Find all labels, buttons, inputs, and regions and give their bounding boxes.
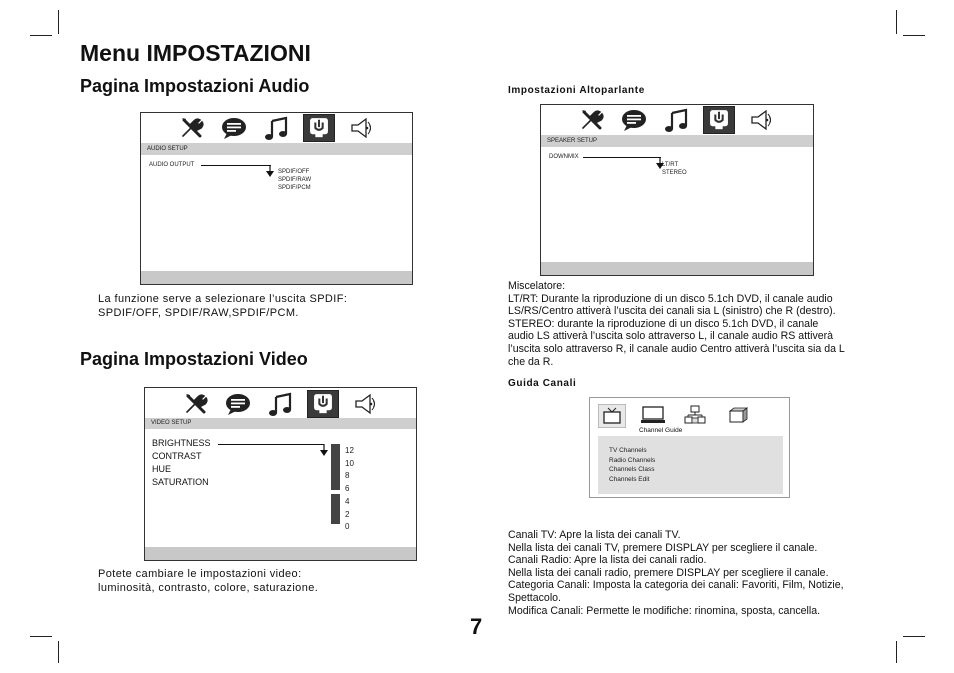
arrow-down-icon <box>319 444 329 458</box>
channel-description-line: Nella lista dei canali radio, premere DISPLAY per scegliere il canale. <box>508 566 829 579</box>
volume-speaker-icon <box>747 107 777 133</box>
device-icon[interactable] <box>727 406 749 424</box>
scale-value: 12 <box>345 446 354 455</box>
brightness-line <box>218 444 324 445</box>
video-description-line: luminosità, contrasto, colore, saturazione. <box>98 582 319 594</box>
speaker-description <box>508 280 845 368</box>
audio-setup-header: AUDIO SETUP <box>141 143 412 155</box>
speaker-description-line: Miscelatore: <box>508 280 566 292</box>
channel-description-line: Modifica Canali: Permette le modifiche: rinomina, sposta, cancella. <box>508 604 821 617</box>
tv-tab[interactable] <box>598 404 626 428</box>
option-spdif-raw[interactable]: SPDIF/RAW <box>278 177 312 183</box>
scale-value: 10 <box>345 458 354 468</box>
scale-value: 2 <box>345 509 350 519</box>
speech-bubble-icon <box>619 107 649 133</box>
slider-track-upper[interactable] <box>331 444 340 490</box>
monitor-icon[interactable] <box>640 406 666 424</box>
speaker-section-heading: Impostazioni Altoparlante <box>508 85 645 96</box>
speaker-setup-header: SPEAKER SETUP <box>541 135 813 147</box>
downmix-label: DOWNMIX <box>549 154 579 160</box>
speaker-footer-bar <box>541 262 813 275</box>
video-setup-screen <box>144 387 417 561</box>
video-section-heading: Pagina Impostazioni Video <box>80 349 308 369</box>
speaker-setup-icon <box>703 106 735 134</box>
page-title: Menu IMPOSTAZIONI <box>80 40 311 66</box>
scale-value: 4 <box>345 496 350 506</box>
channel-guide-screen <box>589 397 790 498</box>
speaker-setup-icon <box>307 390 339 418</box>
audio-output-line <box>201 165 271 166</box>
scale-value: 8 <box>345 471 350 481</box>
scale-value: 0 <box>345 522 350 532</box>
video-setup-header: VIDEO SETUP <box>145 418 416 429</box>
contrast-item[interactable]: CONTRAST <box>152 451 202 461</box>
channel-description-line: Spettacolo. <box>508 591 562 604</box>
audio-description-line: SPDIF/OFF, SPDIF/RAW,SPDIF/PCM. <box>98 307 299 319</box>
audio-footer-bar <box>141 271 412 284</box>
option-spdif-pcm[interactable]: SPDIF/PCM <box>278 185 311 191</box>
wrench-screwdriver-icon <box>577 107 607 133</box>
channel-description <box>508 529 844 617</box>
music-note-icon <box>265 391 295 417</box>
speaker-description-line: che da R. <box>508 355 554 368</box>
page-number: 7 <box>470 614 483 639</box>
scale-value: 6 <box>345 484 350 494</box>
channels-edit-item[interactable]: Channels Edit <box>609 475 650 483</box>
channel-description-line: Nella lista dei canali TV, premere DISPLAY per scegliere il canale. <box>508 541 818 554</box>
brightness-scale <box>345 445 354 534</box>
speaker-icon-bar <box>541 105 813 135</box>
video-description <box>98 567 318 595</box>
video-footer-bar <box>145 547 416 560</box>
video-icon-bar <box>145 388 416 419</box>
channels-class-item[interactable]: Channels Class <box>609 466 655 474</box>
speech-bubble-icon <box>219 115 249 141</box>
brightness-item[interactable]: BRIGHTNESS <box>152 438 211 448</box>
music-note-icon <box>261 115 291 141</box>
audio-description <box>98 292 347 320</box>
audio-output-options <box>278 168 311 192</box>
speaker-setup-icon <box>303 114 335 142</box>
hue-item[interactable]: HUE <box>152 464 172 474</box>
channel-guide-header: Channel Guide <box>635 425 785 436</box>
video-description-line: Potete cambiare le impostazioni video: <box>98 568 302 580</box>
tv-channels-item[interactable]: TV Channels <box>609 447 647 454</box>
network-icon[interactable] <box>684 405 706 425</box>
downmix-options <box>662 161 687 177</box>
channel-guide-list <box>598 436 783 494</box>
audio-section-heading: Pagina Impostazioni Audio <box>80 76 310 96</box>
music-note-icon <box>661 107 691 133</box>
channel-section-heading: Guida Canali <box>508 378 577 389</box>
audio-description-line: La funzione serve a selezionare l’uscita SPDIF: <box>98 293 348 305</box>
speaker-description-line: STEREO: durante la riproduzione di un disco 5.1ch DVD, il canale <box>508 317 819 330</box>
radio-channels-item[interactable]: Radio Channels <box>609 456 656 464</box>
slider-track-lower[interactable] <box>331 494 340 524</box>
audio-setup-screen <box>140 112 413 285</box>
channel-description-line: Categoria Canali: Imposta la categoria dei canali: Favoriti, Film, Notizie, <box>508 579 844 592</box>
audio-output-label: AUDIO OUTPUT <box>149 162 195 168</box>
wrench-screwdriver-icon <box>177 115 207 141</box>
option-lt-rt[interactable]: LT/RT <box>662 162 679 168</box>
channel-description-line: Canali TV: Apre la lista dei canali TV. <box>508 529 681 541</box>
option-spdif-off[interactable]: SPDIF/OFF <box>278 169 310 175</box>
saturation-item[interactable]: SATURATION <box>152 477 209 487</box>
arrow-down-icon <box>265 165 275 179</box>
option-stereo[interactable]: STEREO <box>662 170 687 176</box>
speaker-setup-screen <box>540 104 814 276</box>
speaker-description-line: audio LS attiverà l’uscita solo attraverso L, il canale audio RS attiverà <box>508 330 834 343</box>
wrench-screwdriver-icon <box>181 391 211 417</box>
tv-icon <box>602 407 622 425</box>
audio-icon-bar <box>141 113 412 143</box>
channel-description-line: Canali Radio: Apre la lista dei canali radio. <box>508 554 707 567</box>
downmix-line <box>583 157 661 158</box>
volume-speaker-icon <box>347 115 377 141</box>
speech-bubble-icon <box>223 391 253 417</box>
channel-guide-items <box>609 446 655 484</box>
volume-speaker-icon <box>351 391 381 417</box>
speaker-description-line: LS/RS/Centro attiverà l’uscita dei canali sia L (sinistro) che R (destro). <box>508 305 836 318</box>
speaker-description-line: l’uscita solo attraverso R, il canale audio Centro attiverà l’uscita sia da L <box>508 342 845 355</box>
speaker-description-line: LT/RT: Durante la riproduzione di un disco 5.1ch DVD, il canale audio <box>508 292 833 305</box>
